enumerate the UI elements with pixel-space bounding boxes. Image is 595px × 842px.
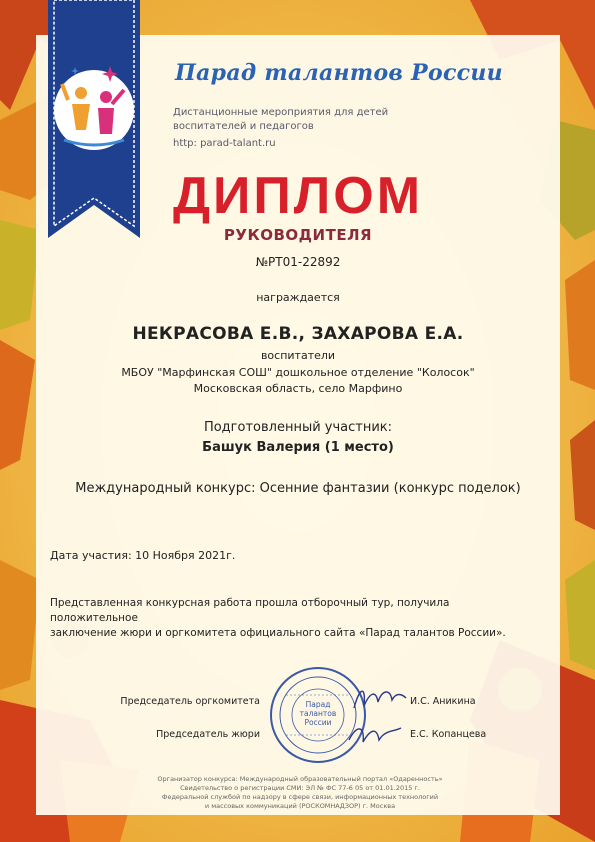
logo-subtitle: [173, 106, 403, 134]
recipient-location: Московская область, село Марфино: [193, 382, 403, 395]
logo-subtitle-line1: Дистанционные мероприятия для детей: [173, 107, 389, 118]
diploma-number: №РТ01-22892: [255, 255, 341, 269]
chair-jury-label: Председатель жюри: [156, 729, 260, 740]
stamp-line1: Парад: [305, 700, 331, 709]
conclusion-line2: заключение жюри и оргкомитета официального сайта «Парад талантов России».: [50, 627, 506, 639]
participant-name: Башук Валерия (1 место): [202, 440, 394, 455]
stamp-line3: России: [304, 718, 332, 727]
logo-subtitle-line2: воспитателей и педагогов: [173, 121, 314, 132]
footer-line2: Свидетельство о регистрации СМИ: ЭЛ № ФС 77-6 05 от 01.01.2015 г.: [180, 784, 420, 792]
footer-legal: [110, 775, 490, 811]
participation-date: Дата участия: 10 Ноября 2021г.: [50, 549, 236, 562]
logo-url: http: parad-talant.ru: [173, 138, 276, 149]
stamp-line2: талантов: [299, 709, 337, 718]
footer-line3: Федеральной службой по надзору в сфере связи, информационных технологий: [161, 793, 439, 801]
recipient-position: воспитатели: [260, 349, 336, 362]
conclusion-text: [50, 596, 540, 641]
recipient-names: НЕКРАСОВА Е.В., ЗАХАРОВА Е.А.: [132, 324, 464, 344]
contest-name: Международный конкурс: Осенние фантазии (конкурс поделок): [75, 481, 521, 496]
jury-chair-signature: [345, 718, 405, 752]
awarded-label: награждается: [256, 291, 340, 304]
logo-title: Парад талантов России: [175, 60, 503, 86]
diploma-subtitle: РУКОВОДИТЕЛЯ: [223, 226, 373, 244]
conclusion-line1: Представленная конкурсная работа прошла отборочный тур, получила положительное: [50, 597, 450, 624]
org-chair-signature: [350, 682, 410, 716]
chair-jury-name: Е.С. Копанцева: [410, 729, 487, 740]
footer-line4: и массовых коммуникаций (РОСКОМНАДЗОР) г. Москва: [204, 802, 396, 810]
diploma-title: ДИПЛОМ: [172, 167, 424, 225]
prepared-participant-label: Подготовленный участник:: [203, 420, 393, 435]
chair-org-label: Председатель оргкомитета: [120, 696, 260, 707]
recipient-organization: МБОУ "Марфинская СОШ" дошкольное отделение "Колосок": [121, 366, 475, 379]
chair-org-name: И.С. Аникина: [410, 696, 476, 707]
footer-line1: Организатор конкурса: Международный образовательный портал «Одаренность»: [157, 775, 443, 783]
